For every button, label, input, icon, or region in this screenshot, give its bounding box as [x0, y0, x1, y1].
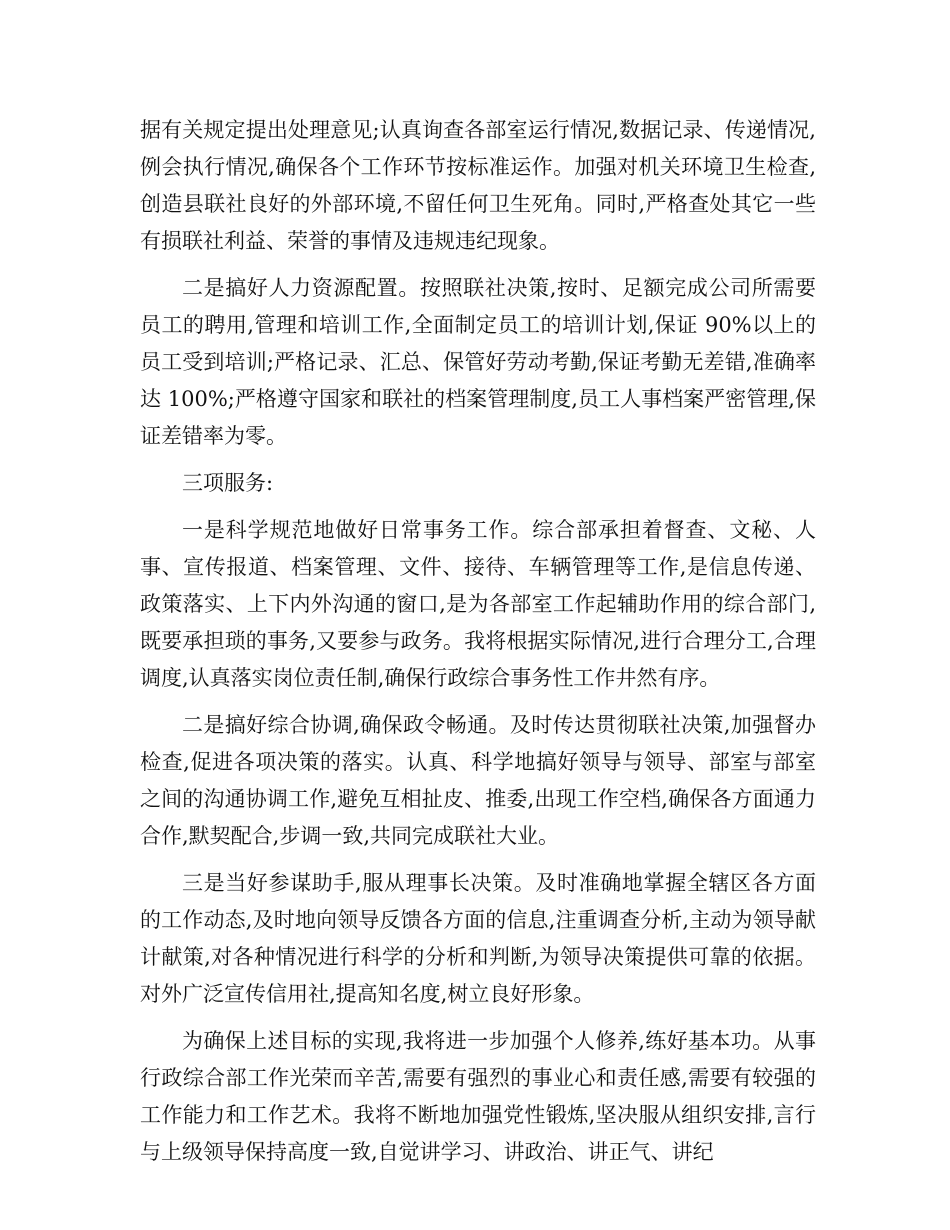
paragraph-hr-allocation: 二是搞好人力资源配置。按照联社决策,按时、足额完成公司所需要员工的聘用,管理和培训工作,全面制定员工的培训计划,保证 90%以上的员工受到培训;严格记录、汇总、保管好劳动考勤,保证考勤无差错,准确率达 100%;严格遵守国家和联社的档案管理制度,员工人事档案严密管理,保证差错率为零。 [140, 276, 816, 448]
section-heading-three-services: 三项服务: [182, 471, 274, 495]
paragraph-continuation: 据有关规定提出处理意见;认真询查各部室运行情况,数据记录、传递情况,例会执行情况,确保各个工作环节按标准运作。加强对机关环境卫生检查,创造县联社良好的外部环境,不留任何卫生死角。同时,严格查处其它一些有损联社利益、荣誉的事情及违规违纪现象。 [140, 118, 816, 253]
document-body [140, 112, 816, 1181]
paragraph-advisor: 三是当好参谋助手,服从理事长决策。及时准确地掌握全辖区各方面的工作动态,及时地向领导反馈各方面的信息,注重调查分析,主动为领导献计献策,对各种情况进行科学的分析和判断,为领导决策提供可靠的依据。对外广泛宣传信用社,提高知名度,树立良好形象。 [140, 871, 816, 1006]
paragraph-daily-affairs: 一是科学规范地做好日常事务工作。综合部承担着督查、文秘、人事、宣传报道、档案管理、文件、接待、车辆管理等工作,是信息传递、政策落实、上下内外沟通的窗口,是为各部室工作起辅助作用的综合部门,既要承担琐的事务,又要参与政务。我将根据实际情况,进行合理分工,合理调度,认真落实岗位责任制,确保行政综合事务性工作井然有序。 [140, 518, 816, 690]
paragraph-self-cultivation: 为确保上述目标的实现,我将进一步加强个人修养,练好基本功。从事行政综合部工作光荣而辛苦,需要有强烈的事业心和责任感,需要有较强的工作能力和工作艺术。我将不断地加强党性锻炼,坚决服从组织安排,言行与上级领导保持高度一致,自觉讲学习、讲政治、讲正气、讲纪 [140, 1029, 816, 1164]
paragraph-coordination: 二是搞好综合协调,确保政令畅通。及时传达贯彻联社决策,加强督办检查,促进各项决策的落实。认真、科学地搞好领导与领导、部室与部室之间的沟通协调工作,避免互相扯皮、推委,出现工作空档,确保各方面通力合作,默契配合,步调一致,共同完成联社大业。 [140, 713, 816, 848]
